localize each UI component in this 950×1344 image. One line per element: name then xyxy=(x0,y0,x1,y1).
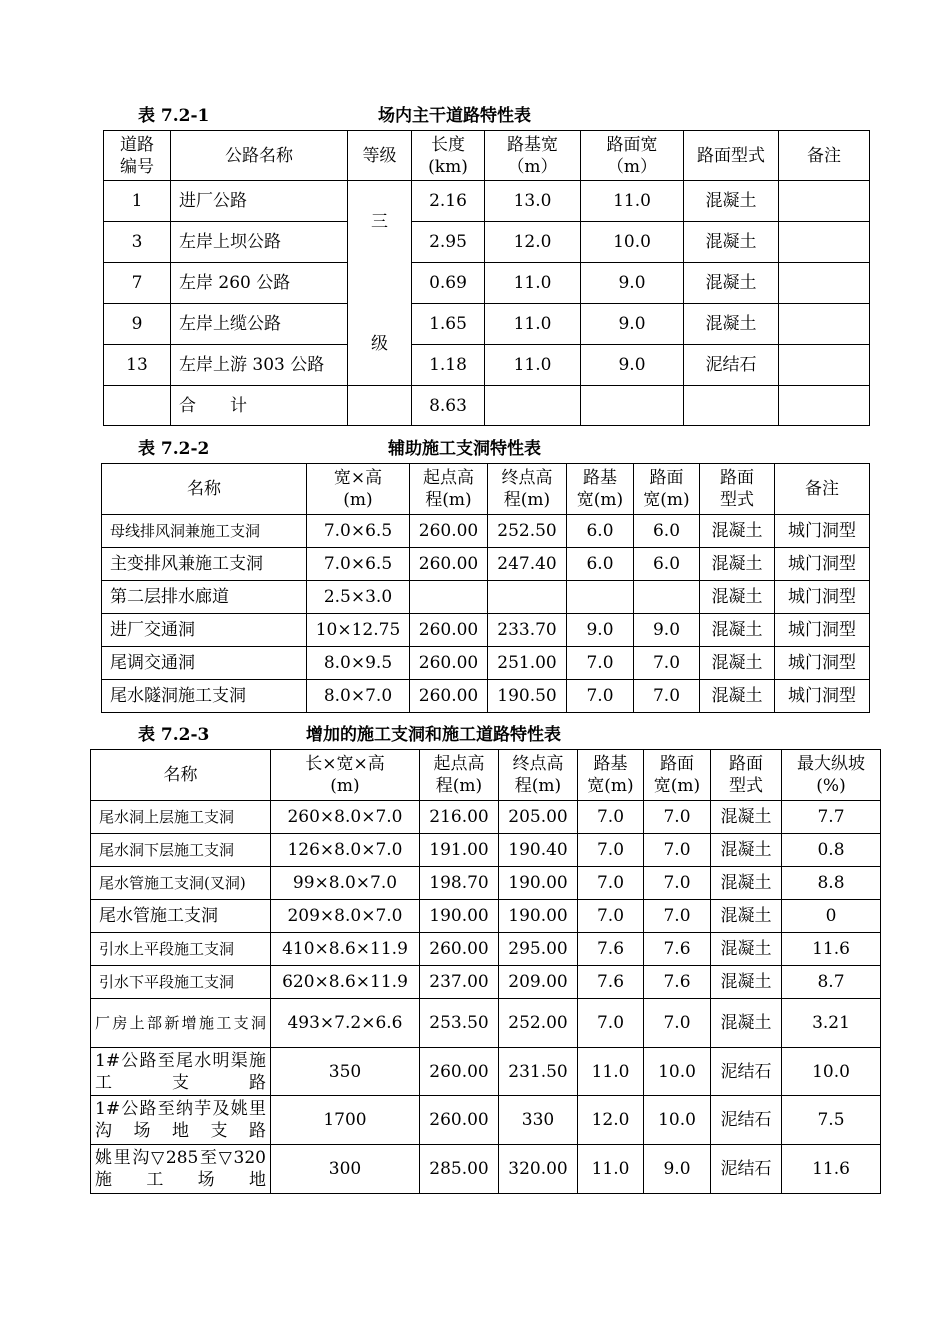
table-cell: 混凝土 xyxy=(711,834,782,867)
table-cell: 12.0 xyxy=(485,222,581,263)
table-cell: 7.0 xyxy=(634,680,700,713)
table2-title: 辅助施工支洞特性表 xyxy=(388,439,541,459)
table-cell: 0 xyxy=(782,900,881,933)
item-name-cell: 尾水洞下层施工支洞 xyxy=(91,834,271,867)
table-cell: 237.00 xyxy=(420,966,499,999)
table-cell xyxy=(104,386,171,426)
table-cell: 233.70 xyxy=(488,614,567,647)
table-cell: 混凝土 xyxy=(700,581,775,614)
table-row xyxy=(102,647,870,680)
table-cell: 7.0 xyxy=(644,801,711,834)
table-cell: 126×8.0×7.0 xyxy=(271,834,420,867)
table-cell: 8.7 xyxy=(782,966,881,999)
table-cell: 285.00 xyxy=(420,1145,499,1194)
table2-header-cell: 路基 宽(m) xyxy=(567,464,634,515)
table2-header-cell: 名称 xyxy=(102,464,307,515)
table1-title: 场内主干道路特性表 xyxy=(378,106,531,126)
table3-title: 增加的施工支洞和施工道路特性表 xyxy=(306,725,561,745)
table1-caption xyxy=(138,105,638,127)
table-row xyxy=(91,999,881,1048)
table-row xyxy=(102,581,870,614)
table-cell: 190.00 xyxy=(420,900,499,933)
table-cell: 7.0×6.5 xyxy=(307,515,410,548)
table-cell: 混凝土 xyxy=(700,614,775,647)
table-cell: 混凝土 xyxy=(711,966,782,999)
table-cell: 6.0 xyxy=(634,515,700,548)
table-cell: 7.0 xyxy=(578,900,644,933)
table2-header-row xyxy=(102,464,870,515)
grade-bottom: 级 xyxy=(371,334,388,354)
table-cell: 城门洞型 xyxy=(775,680,870,713)
grade-top: 三 xyxy=(371,212,388,232)
item-name-cell: 1#公路至尾水明渠施工支路 xyxy=(91,1048,271,1096)
table-cell: 9.0 xyxy=(567,614,634,647)
item-name-cell: 引水上平段施工支洞 xyxy=(91,933,271,966)
table-cell: 253.50 xyxy=(420,999,499,1048)
table-cell: 10.0 xyxy=(581,222,684,263)
table-cell: 混凝土 xyxy=(711,933,782,966)
table-cell: 10.0 xyxy=(782,1048,881,1096)
table1-header-cell: 长度 (km) xyxy=(412,131,485,181)
tunnel-name-cell: 尾调交通洞 xyxy=(102,647,307,680)
table-cell: 城门洞型 xyxy=(775,647,870,680)
table-cell: 混凝土 xyxy=(684,263,779,304)
table-cell: 300 xyxy=(271,1145,420,1194)
road-name-cell: 左岸上缆公路 xyxy=(171,304,348,345)
table2-header-cell: 起点高 程(m) xyxy=(410,464,488,515)
table-cell: 247.40 xyxy=(488,548,567,581)
table-cell: 7.0 xyxy=(578,867,644,900)
table-cell: 混凝土 xyxy=(684,222,779,263)
table-cell: 混凝土 xyxy=(684,181,779,222)
item-name-cell: 厂房上部新增施工支洞 xyxy=(91,999,271,1048)
table2-header-cell: 路面 型式 xyxy=(700,464,775,515)
table-cell: 混凝土 xyxy=(711,801,782,834)
table-cell xyxy=(485,386,581,426)
table-cell: 7.6 xyxy=(578,966,644,999)
table-cell: 493×7.2×6.6 xyxy=(271,999,420,1048)
item-name-cell: 尾水洞上层施工支洞 xyxy=(91,801,271,834)
table1-header-cell: 道路 编号 xyxy=(104,131,171,181)
table-cell: 7.5 xyxy=(782,1096,881,1145)
table2-header-cell: 宽×高 (m) xyxy=(307,464,410,515)
table-cell: 9.0 xyxy=(581,263,684,304)
table-row xyxy=(104,304,870,345)
table-cell: 9.0 xyxy=(581,345,684,386)
table-cell: 209.00 xyxy=(499,966,578,999)
table-cell: 7 xyxy=(104,263,171,304)
road-name-cell: 左岸上游 303 公路 xyxy=(171,345,348,386)
table-cell: 260.00 xyxy=(410,614,488,647)
table-cell xyxy=(684,386,779,426)
table-cell: 泥结石 xyxy=(684,345,779,386)
table1-header-cell: 等级 xyxy=(348,131,412,181)
table2-header-cell: 备注 xyxy=(775,464,870,515)
table-cell: 11.0 xyxy=(578,1048,644,1096)
table1-header-cell: 路基宽 （m） xyxy=(485,131,581,181)
table-cell: 混凝土 xyxy=(700,647,775,680)
table-cell: 混凝土 xyxy=(700,515,775,548)
table-cell xyxy=(779,222,870,263)
item-name-cell: 尾水管施工支洞(叉洞) xyxy=(91,867,271,900)
table-cell: 11.0 xyxy=(485,345,581,386)
table-cell: 7.0 xyxy=(644,834,711,867)
table-cell: 9.0 xyxy=(634,614,700,647)
table1-header-cell: 路面宽 （m） xyxy=(581,131,684,181)
table-cell: 泥结石 xyxy=(711,1048,782,1096)
table-cell: 1700 xyxy=(271,1096,420,1145)
table1-header-cell: 路面型式 xyxy=(684,131,779,181)
table1-header-row xyxy=(104,131,870,181)
table1-number: 表 7.2-1 xyxy=(138,106,210,126)
table-cell: 252.50 xyxy=(488,515,567,548)
table-cell: 10.0 xyxy=(644,1096,711,1145)
tunnel-name-cell: 第二层排水廊道 xyxy=(102,581,307,614)
table-cell: 2.5×3.0 xyxy=(307,581,410,614)
table-cell: 10.0 xyxy=(644,1048,711,1096)
table-cell: 209×8.0×7.0 xyxy=(271,900,420,933)
table-row xyxy=(102,515,870,548)
table-cell: 320.00 xyxy=(499,1145,578,1194)
table-cell: 11.0 xyxy=(578,1145,644,1194)
item-name-cell: 尾水管施工支洞 xyxy=(91,900,271,933)
table2-header-cell: 路面 宽(m) xyxy=(634,464,700,515)
table-cell: 城门洞型 xyxy=(775,515,870,548)
table-row xyxy=(104,181,870,222)
table-cell: 13.0 xyxy=(485,181,581,222)
table2-caption xyxy=(138,438,638,460)
table-cell: 混凝土 xyxy=(700,680,775,713)
table-cell: 城门洞型 xyxy=(775,548,870,581)
table-row xyxy=(91,1096,881,1145)
table3-number: 表 7.2-3 xyxy=(138,725,210,745)
table-cell: 3.21 xyxy=(782,999,881,1048)
table-cell: 260.00 xyxy=(420,1096,499,1145)
table-cell: 295.00 xyxy=(499,933,578,966)
table3 xyxy=(90,749,881,1194)
table-row xyxy=(91,834,881,867)
table-cell: 260.00 xyxy=(420,933,499,966)
item-name-cell: 姚里沟▽285至▽320施工场地 xyxy=(91,1145,271,1194)
table-cell: 2.95 xyxy=(412,222,485,263)
table3-header-cell: 路基 宽(m) xyxy=(578,750,644,801)
table-row xyxy=(91,867,881,900)
table-cell: 191.00 xyxy=(420,834,499,867)
table-cell: 260.00 xyxy=(410,680,488,713)
table-cell: 7.0 xyxy=(578,801,644,834)
table-cell: 9.0 xyxy=(581,304,684,345)
table-cell: 7.0 xyxy=(567,647,634,680)
table-cell: 9 xyxy=(104,304,171,345)
table-cell: 0.8 xyxy=(782,834,881,867)
table-cell: 260.00 xyxy=(410,548,488,581)
table-cell: 0.69 xyxy=(412,263,485,304)
table1-header-cell: 公路名称 xyxy=(171,131,348,181)
table-cell: 190.00 xyxy=(499,867,578,900)
tunnel-name-cell: 进厂交通洞 xyxy=(102,614,307,647)
table-cell xyxy=(779,263,870,304)
table-cell: 8.8 xyxy=(782,867,881,900)
table-cell: 混凝土 xyxy=(711,900,782,933)
table-cell: 260.00 xyxy=(420,1048,499,1096)
table-row xyxy=(91,1048,881,1096)
table-cell: 7.0 xyxy=(567,680,634,713)
table-cell: 260.00 xyxy=(410,647,488,680)
table-cell: 1.18 xyxy=(412,345,485,386)
table-cell: 410×8.6×11.9 xyxy=(271,933,420,966)
table-cell: 11.0 xyxy=(581,181,684,222)
table-cell: 190.40 xyxy=(499,834,578,867)
table2-number: 表 7.2-2 xyxy=(138,439,210,459)
table-cell xyxy=(634,581,700,614)
table-cell: 260×8.0×7.0 xyxy=(271,801,420,834)
table-cell: 8.0×9.5 xyxy=(307,647,410,680)
table-cell: 7.7 xyxy=(782,801,881,834)
table-cell: 7.0 xyxy=(644,900,711,933)
item-name-cell: 1#公路至纳芋及姚里沟场地支路 xyxy=(91,1096,271,1145)
table2-header-cell: 终点高 程(m) xyxy=(488,464,567,515)
table-row xyxy=(102,614,870,647)
table-cell: 2.16 xyxy=(412,181,485,222)
table-row xyxy=(91,966,881,999)
total-label: 合 计 xyxy=(171,386,348,426)
table-cell: 6.0 xyxy=(634,548,700,581)
item-name-cell: 引水下平段施工支洞 xyxy=(91,966,271,999)
table-row xyxy=(104,222,870,263)
table-cell: 1.65 xyxy=(412,304,485,345)
table-cell xyxy=(779,386,870,426)
table-cell: 6.0 xyxy=(567,515,634,548)
road-name-cell: 左岸上坝公路 xyxy=(171,222,348,263)
table-cell: 11.6 xyxy=(782,933,881,966)
table3-header-cell: 终点高 程(m) xyxy=(499,750,578,801)
table-cell: 620×8.6×11.9 xyxy=(271,966,420,999)
table-cell: 7.0 xyxy=(634,647,700,680)
table-cell: 251.00 xyxy=(488,647,567,680)
table-cell: 6.0 xyxy=(567,548,634,581)
table-cell: 12.0 xyxy=(578,1096,644,1145)
table-cell: 8.0×7.0 xyxy=(307,680,410,713)
grade-cell xyxy=(348,181,412,386)
table-cell: 泥结石 xyxy=(711,1096,782,1145)
table-cell: 11.0 xyxy=(485,263,581,304)
table-row xyxy=(91,1145,881,1194)
table-cell: 混凝土 xyxy=(711,867,782,900)
table-cell: 混凝土 xyxy=(700,548,775,581)
table-cell: 99×8.0×7.0 xyxy=(271,867,420,900)
table1-header-cell: 备注 xyxy=(779,131,870,181)
table-cell xyxy=(567,581,634,614)
table-row xyxy=(91,801,881,834)
table3-header-cell: 最大纵坡 (%) xyxy=(782,750,881,801)
table-cell xyxy=(348,386,412,426)
table-cell: 3 xyxy=(104,222,171,263)
table-cell: 350 xyxy=(271,1048,420,1096)
tunnel-name-cell: 主变排风兼施工支洞 xyxy=(102,548,307,581)
table-cell: 198.70 xyxy=(420,867,499,900)
road-name-cell: 进厂公路 xyxy=(171,181,348,222)
table-cell: 205.00 xyxy=(499,801,578,834)
table-cell: 7.0 xyxy=(578,834,644,867)
table3-header-cell: 路面 型式 xyxy=(711,750,782,801)
table-cell: 混凝土 xyxy=(684,304,779,345)
table-cell: 7.6 xyxy=(644,966,711,999)
table-cell: 7.0 xyxy=(644,867,711,900)
table-row xyxy=(102,548,870,581)
table-cell: 7.0×6.5 xyxy=(307,548,410,581)
table-cell: 泥结石 xyxy=(711,1145,782,1194)
table-cell xyxy=(581,386,684,426)
table-cell: 252.00 xyxy=(499,999,578,1048)
table-cell: 7.6 xyxy=(644,933,711,966)
table-cell: 216.00 xyxy=(420,801,499,834)
table-cell xyxy=(779,345,870,386)
table-cell: 城门洞型 xyxy=(775,581,870,614)
table2 xyxy=(101,463,870,713)
table-cell: 13 xyxy=(104,345,171,386)
table3-header-cell: 路面 宽(m) xyxy=(644,750,711,801)
table3-header-row xyxy=(91,750,881,801)
table-row xyxy=(91,933,881,966)
table-cell: 190.50 xyxy=(488,680,567,713)
table-cell xyxy=(410,581,488,614)
table1 xyxy=(103,130,870,426)
table3-header-cell: 起点高 程(m) xyxy=(420,750,499,801)
table3-header-cell: 名称 xyxy=(91,750,271,801)
table1-total-row xyxy=(104,386,870,426)
table-cell: 260.00 xyxy=(410,515,488,548)
table-cell xyxy=(488,581,567,614)
table-cell xyxy=(779,304,870,345)
table-cell xyxy=(779,181,870,222)
table-row xyxy=(104,263,870,304)
table-cell: 9.0 xyxy=(644,1145,711,1194)
table-cell: 7.6 xyxy=(578,933,644,966)
table-cell: 混凝土 xyxy=(711,999,782,1048)
table-cell: 7.0 xyxy=(578,999,644,1048)
table-cell: 330 xyxy=(499,1096,578,1145)
table-cell: 城门洞型 xyxy=(775,614,870,647)
table3-caption xyxy=(138,724,738,746)
table3-header-cell: 长×宽×高 (m) xyxy=(271,750,420,801)
table-cell: 11.6 xyxy=(782,1145,881,1194)
table-row xyxy=(91,900,881,933)
table-cell: 10×12.75 xyxy=(307,614,410,647)
total-length: 8.63 xyxy=(412,386,485,426)
table-cell: 1 xyxy=(104,181,171,222)
tunnel-name-cell: 尾水隧洞施工支洞 xyxy=(102,680,307,713)
table-cell: 7.0 xyxy=(644,999,711,1048)
tunnel-name-cell: 母线排风洞兼施工支洞 xyxy=(102,515,307,548)
table-cell: 11.0 xyxy=(485,304,581,345)
table-row xyxy=(104,345,870,386)
table-cell: 190.00 xyxy=(499,900,578,933)
table-row xyxy=(102,680,870,713)
table-cell: 231.50 xyxy=(499,1048,578,1096)
road-name-cell: 左岸 260 公路 xyxy=(171,263,348,304)
